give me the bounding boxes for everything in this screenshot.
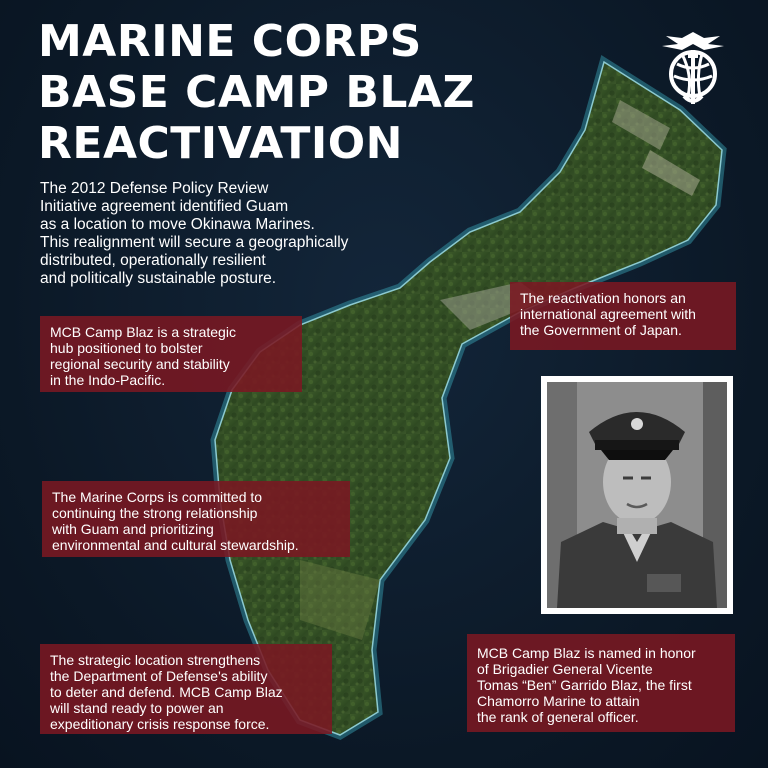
agreement-callout — [510, 282, 736, 350]
strategic-hub-callout — [40, 316, 302, 392]
committed-callout — [42, 481, 350, 557]
callout-line: The strategic location strengthens — [50, 652, 261, 668]
title-line: MARINE CORPS — [38, 16, 422, 67]
callout-line: Tomas “Ben” Garrido Blaz, the first — [477, 677, 692, 693]
callout-line: international agreement with — [520, 306, 696, 322]
intro-line: This realignment will secure a geographically — [40, 234, 349, 251]
named-honor-callout — [467, 634, 735, 732]
intro-line: and politically sustainable posture. — [40, 270, 277, 287]
callout-line: hub positioned to bolster — [50, 340, 203, 356]
callout-line: to deter and defend. MCB Camp Blaz — [50, 684, 283, 700]
callout-line: the Department of Defense's ability — [50, 668, 268, 684]
callout-line: the Government of Japan. — [520, 322, 682, 338]
eagle-globe-anchor-emblem — [652, 26, 734, 108]
title-line: REACTIVATION — [38, 118, 403, 169]
callout-line: MCB Camp Blaz is named in honor — [477, 645, 696, 661]
callout-line: in the Indo-Pacific. — [50, 372, 166, 388]
strategic-location-callout — [40, 644, 332, 734]
callout-line: will stand ready to power an — [50, 700, 224, 716]
callout-line: regional security and stability — [50, 356, 230, 372]
callout-line: of Brigadier General Vicente — [477, 661, 653, 677]
page-title — [38, 16, 475, 169]
intro-line: as a location to move Okinawa Marines. — [40, 216, 315, 233]
intro-line: The 2012 Defense Policy Review — [40, 180, 269, 197]
intro-line: distributed, operationally resilient — [40, 252, 266, 269]
intro-line: Initiative agreement identified Guam — [40, 198, 289, 215]
title-line: BASE CAMP BLAZ — [38, 67, 475, 118]
callout-line: The reactivation honors an — [520, 290, 686, 306]
callout-line: continuing the strong relationship — [52, 505, 258, 521]
intro-paragraph — [40, 180, 440, 288]
callout-line: MCB Camp Blaz is a strategic — [50, 324, 236, 340]
callout-line: environmental and cultural stewardship. — [52, 537, 299, 553]
callout-line: the rank of general officer. — [477, 709, 639, 725]
general-portrait-frame — [541, 376, 733, 614]
callout-line: Chamorro Marine to attain — [477, 693, 640, 709]
callout-line: The Marine Corps is committed to — [52, 489, 263, 505]
callout-line: expeditionary crisis response force. — [50, 716, 270, 732]
callout-line: with Guam and prioritizing — [52, 521, 214, 537]
brigadier-general-portrait — [547, 382, 727, 608]
